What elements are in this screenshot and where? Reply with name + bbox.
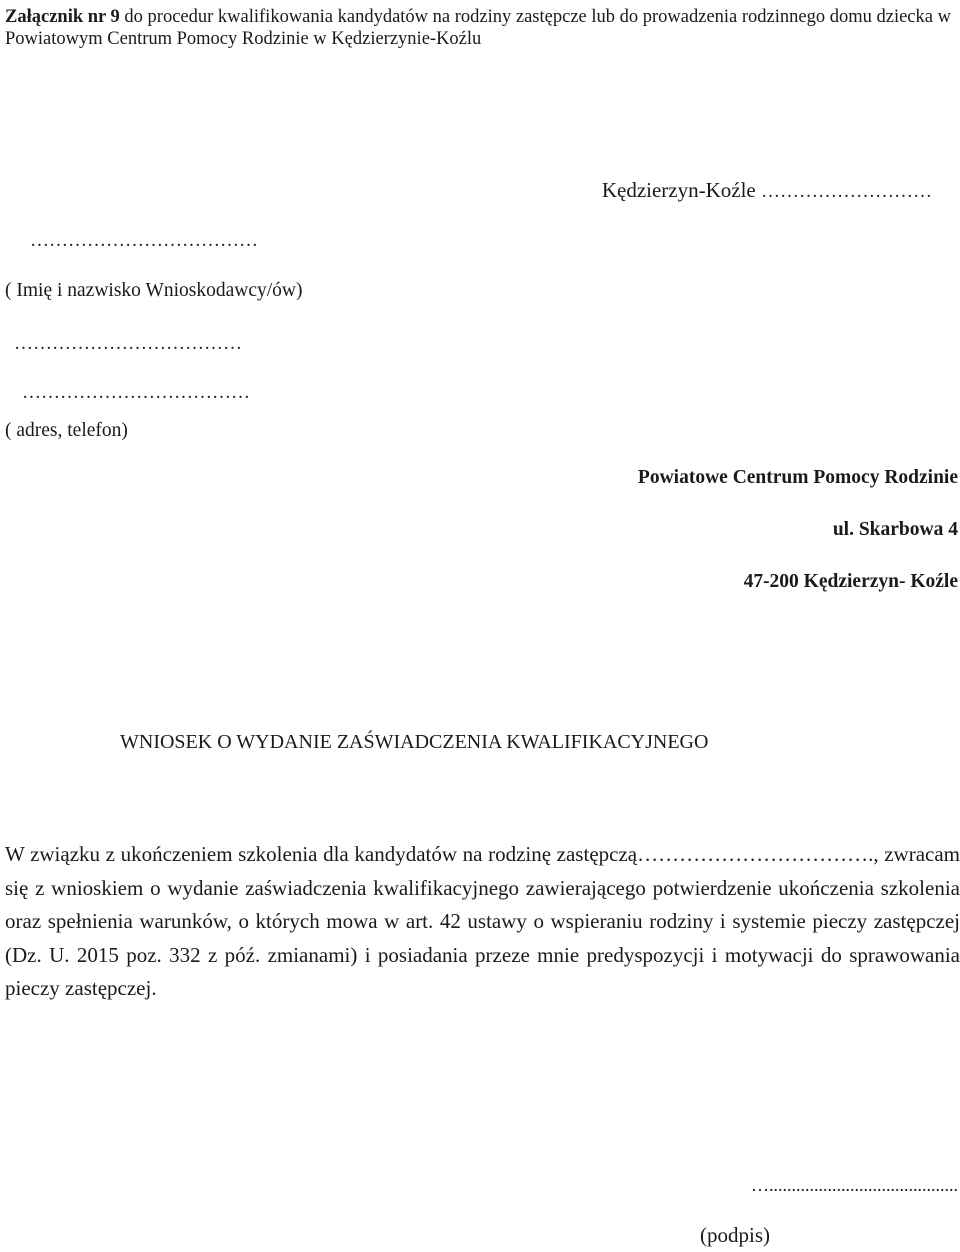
place-label: Kędzierzyn-Koźle bbox=[601, 178, 756, 202]
address-fill-line-1: ……………………………… bbox=[14, 333, 242, 354]
name-label: ( Imię i nazwisko Wnioskodawcy/ów) bbox=[5, 280, 303, 301]
recipient-street: ul. Skarbowa 4 bbox=[832, 519, 958, 540]
date-dots: ……………………… bbox=[761, 181, 932, 202]
body-paragraph: W związku z ukończeniem szkolenia dla kandydatów na rodzinę zastępczą……………………………., zwracam się z wnioskiem o wydanie zaświadczenia kwalifikacyjnego zawierającego potwierdzenie ukończenia szkolenia oraz spełnienia warunków, o których mowa w art. 42 ustawy o wspieraniu rodziny i systemie pieczy zastępczej (Dz. U. 2015 poz. 332 z póź. zmianami) i posiadania przeze mnie predyspozycji i motywacji do sprawowania pieczy zastępczej. bbox=[5, 842, 960, 1000]
address-label: ( adres, telefon) bbox=[5, 420, 128, 441]
address-fill-line-2: ……………………………… bbox=[22, 382, 250, 403]
signature-line: ….......................................... bbox=[751, 1175, 958, 1195]
annex-description: do procedur kwalifikowania kandydatów na rodziny zastępcze lub do prowadzenia rodzinnego domu dziecka w Powiatowym Centrum Pomocy Rodzinie w Kędzierzynie-Koźlu bbox=[5, 7, 951, 49]
signature-label: (podpis) bbox=[700, 1223, 770, 1247]
recipient-name: Powiatowe Centrum Pomocy Rodzinie bbox=[637, 467, 958, 488]
document-title: WNIOSEK O WYDANIE ZAŚWIADCZENIA KWALIFIKACYJNEGO bbox=[120, 731, 709, 753]
annex-number: Załącznik nr 9 bbox=[5, 7, 120, 27]
name-fill-line: ……………………………… bbox=[30, 230, 258, 251]
recipient-city: 47-200 Kędzierzyn- Koźle bbox=[743, 571, 958, 592]
place-date-line bbox=[602, 178, 932, 203]
document-header bbox=[5, 6, 955, 50]
